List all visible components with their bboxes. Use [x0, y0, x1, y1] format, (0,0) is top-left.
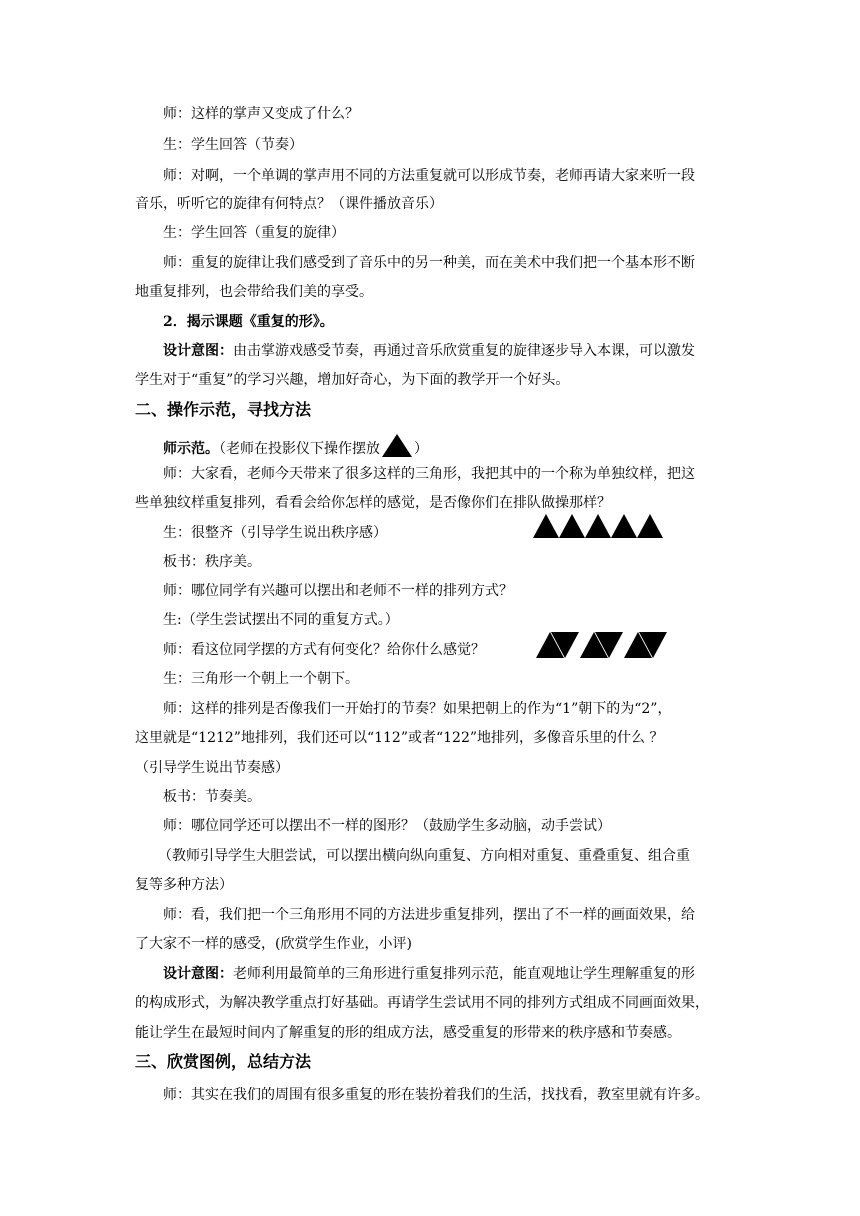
- text-line: （教师引导学生大胆尝试，可以摆出横向纵向重复、方向相对重复、重叠重复、组合重: [158, 848, 690, 864]
- text-line: 板书：秩序美。: [163, 554, 261, 570]
- triangle-up-icon: [380, 432, 414, 458]
- section-heading: 二、操作示范，寻找方法: [135, 400, 312, 419]
- triangle-row-orderly: [533, 513, 667, 539]
- text-line: 能让学生在最短时间内了解重复的形的组成方法，感受重复的形带来的秩序感和节奏感。: [135, 1025, 681, 1041]
- text-line: 学生对于“重复”的学习兴趣，增加好奇心，为下面的教学开一个好头。: [135, 372, 570, 388]
- text-line: 师：这样的排列是否像我们一开始打的节奏？如果把朝上的作为“1”朝下的为“2”，: [163, 701, 672, 717]
- text-line: 板书：节奏美。: [163, 789, 261, 805]
- text-line: 老师利用最简单的三角形进行重复排列示范，能直观地让学生理解重复的形: [233, 966, 695, 982]
- text-line: 生：学生回答（节奏）: [163, 137, 303, 153]
- teacher-demo-label: 师示范。: [163, 441, 219, 457]
- text-line: 师示范。（老师在投影仪下操作摆放 ）: [163, 432, 763, 459]
- text-line: （引导学生说出节奏感）: [135, 760, 289, 776]
- design-intent-paragraph: [163, 964, 763, 984]
- text-line: 这里就是“1212”地排列，我们还可以“112”或者“122”地排列，多像音乐里的什么 ？: [135, 730, 664, 746]
- text-line: 师：大家看，老师今天带来了很多这样的三角形，我把其中的一个称为单独纹样，把这: [163, 466, 695, 482]
- text-line: 复等多种方法）: [135, 877, 233, 893]
- section-subheading: 2．揭示课题《重复的形》。: [163, 314, 334, 330]
- text-line: 了大家不一样的感受，(欣赏学生作业，小评): [135, 936, 412, 952]
- text-line: 师：其实在我们的周围有很多重复的形在装扮着我们的生活，找找看，教室里就有许多。: [163, 1087, 709, 1103]
- text-line: 音乐，听听它的旋律有何特点？（课件播放音乐）: [135, 196, 443, 212]
- design-intent-label: 设计意图：: [163, 966, 233, 982]
- text-line: 师：看，我们把一个三角形用不同的方法进步重复排列，摆出了不一样的画面效果，给: [163, 907, 695, 923]
- text-line: 些单独纹样重复排列，看看会给你怎样的感觉，是否像你们在排队做操那样？: [135, 495, 611, 511]
- text-line: 生：三角形一个朝上一个朝下。: [163, 671, 359, 687]
- text-line: 由击掌游戏感受节奏，再通过音乐欣赏重复的旋律逐步导入本课，可以激发: [233, 343, 695, 359]
- text-line: 师：看这位同学摆的方式有何变化？给你什么感觉？: [163, 642, 485, 658]
- text-line: 师：哪位同学还可以摆出不一样的图形？（鼓励学生多动脑，动手尝试）: [163, 818, 611, 834]
- text-line: 师：重复的旋律让我们感受到了音乐中的另一种美，而在美术中我们把一个基本形不断: [163, 255, 695, 271]
- text-line: 生:（学生尝试摆出不同的重复方式。）: [163, 612, 399, 628]
- text-line: 师：哪位同学有兴趣可以摆出和老师不一样的排列方式？: [163, 583, 513, 599]
- triangle-row-alternating: [536, 631, 668, 659]
- section-heading: 三、欣赏图例，总结方法: [135, 1052, 312, 1071]
- text-line: 生：学生回答（重复的旋律）: [163, 225, 345, 241]
- design-intent-label: 设计意图：: [163, 343, 233, 359]
- text-line: 生：很整齐（引导学生说出秩序感）: [163, 525, 387, 541]
- text-line: 师：这样的掌声又变成了什么？: [163, 106, 359, 122]
- text-line: 的构成形式，为解决教学重点打好基础。再请学生尝试用不同的排列方式组成不同画面效果，: [135, 995, 709, 1011]
- text-line: 地重复排列，也会带给我们美的享受。: [135, 284, 373, 300]
- design-intent-paragraph: [163, 341, 763, 361]
- text-line: 师：对啊，一个单调的掌声用不同的方法重复就可以形成节奏，老师再请大家来听一段: [163, 168, 695, 184]
